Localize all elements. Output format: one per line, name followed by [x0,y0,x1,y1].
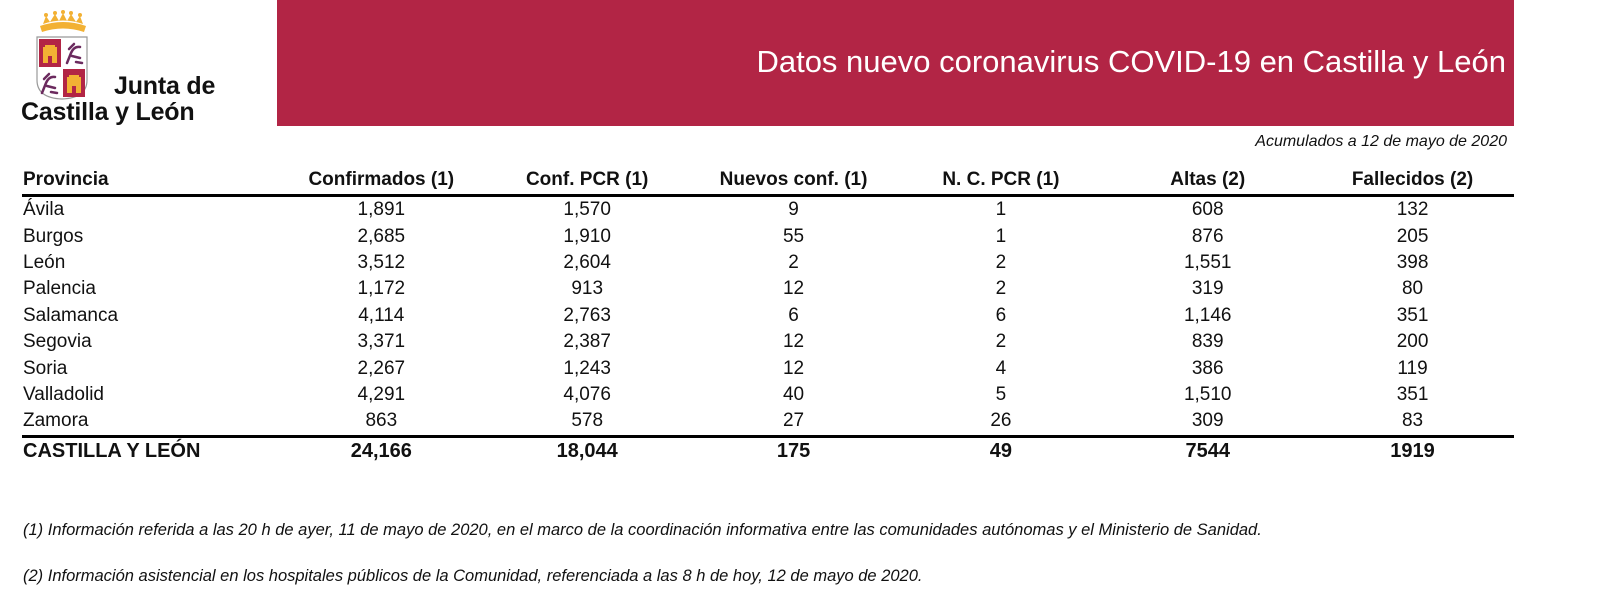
table-row [22,303,1514,329]
table-row [22,250,1514,276]
cell-nc-pcr: 4 [995,357,1007,379]
cell-nuevos-conf: 12 [782,357,805,379]
cell-nuevos-conf: 12 [782,331,805,353]
cell-provincia: Zamora [23,410,89,432]
column-header-conf-pcr: Conf. PCR (1) [525,169,649,190]
column-header-nuevos-conf: Nuevos conf. (1) [719,169,868,190]
coat-of-arms-icon [36,36,88,100]
cell-nc-pcr: 1 [995,225,1007,247]
cell-nc-pcr: 26 [990,410,1012,432]
cell-total-altas: 7544 [1185,440,1230,463]
cell-fallecidos: 398 [1396,251,1429,273]
column-header-fallecidos: Fallecidos (2) [1351,169,1474,190]
cell-fallecidos: 132 [1396,199,1429,221]
cell-total-fallecidos: 1919 [1390,440,1435,463]
cell-total-label: CASTILLA Y LEÓN [23,440,201,463]
cell-provincia: Segovia [23,331,92,353]
table-row [22,382,1514,408]
cell-nc-pcr: 6 [995,304,1007,326]
cell-nuevos-conf: 27 [782,410,805,432]
cell-fallecidos: 80 [1401,278,1424,300]
cell-fallecidos: 351 [1396,383,1429,405]
cell-confirmados: 1,891 [357,199,406,221]
cell-conf-pcr: 1,910 [563,225,611,247]
cell-total-confirmados: 24,166 [350,440,412,463]
cell-fallecidos: 119 [1397,357,1428,379]
cell-altas: 309 [1191,410,1224,432]
cell-fallecidos: 351 [1396,304,1429,326]
table-header-row [22,166,1514,196]
junta-logo [20,8,270,126]
cell-nc-pcr: 2 [995,251,1007,273]
cell-fallecidos: 200 [1396,331,1429,353]
logo-text-line1: Junta de [114,72,216,100]
cell-altas: 839 [1191,331,1224,353]
cell-fallecidos: 83 [1401,410,1424,432]
cell-confirmados: 3,371 [357,331,406,353]
cell-confirmados: 1,172 [357,278,406,300]
cell-altas: 386 [1191,357,1224,379]
cell-confirmados: 2,267 [357,357,406,379]
cell-altas: 1,510 [1183,383,1232,405]
cell-total-conf-pcr: 18,044 [556,440,618,463]
cell-confirmados: 4,114 [358,304,405,326]
cell-conf-pcr: 2,604 [563,251,611,273]
cell-provincia: Salamanca [23,304,119,326]
cell-provincia: Burgos [23,225,84,247]
cell-conf-pcr: 2,763 [563,304,611,326]
cell-nuevos-conf: 6 [788,304,799,326]
column-header-altas: Altas (2) [1170,169,1246,190]
cell-altas: 876 [1191,225,1224,247]
table-row [22,223,1514,249]
footnote-1: (1) Información referida a las 20 h de ayer, 11 de mayo de 2020, en el marco de la coordinación informativa entre las comunidades autónomas y el Ministerio de Sanidad. [23,521,1262,539]
cell-nuevos-conf: 40 [782,383,805,405]
table-row [22,329,1514,355]
header-banner [277,0,1514,126]
cell-nc-pcr: 2 [995,331,1007,353]
column-header-nc-pcr: N. C. PCR (1) [942,169,1060,190]
cell-altas: 1,551 [1183,251,1232,273]
cell-nuevos-conf: 2 [788,251,799,273]
cell-altas: 1,146 [1183,304,1232,326]
date-subtitle: Acumulados a 12 de mayo de 2020 [1255,133,1507,150]
table-total-row [22,436,1514,466]
cell-conf-pcr: 1,570 [563,199,611,221]
column-header-provincia: Provincia [23,169,109,190]
cell-provincia: León [23,251,66,273]
cell-total-nc-pcr: 49 [989,440,1013,463]
cell-provincia: Palencia [23,278,96,300]
cell-conf-pcr: 4,076 [563,383,611,405]
cell-conf-pcr: 1,243 [563,357,611,379]
crown-icon [37,10,89,34]
footnote-2: (2) Información asistencial en los hospitales públicos de la Comunidad, referenciada a las 8 h de hoy, 12 de mayo de 2020. [23,567,923,585]
cell-fallecidos: 205 [1396,225,1429,247]
cell-nc-pcr: 1 [995,199,1007,221]
cell-confirmados: 4,291 [357,383,406,405]
cell-confirmados: 3,512 [357,251,406,273]
table-row [22,196,1514,224]
cell-nuevos-conf: 12 [782,278,805,300]
cell-conf-pcr: 913 [571,278,604,300]
cell-nc-pcr: 5 [995,383,1007,405]
table-row [22,276,1514,302]
cell-nuevos-conf: 9 [788,199,799,221]
cell-altas: 319 [1191,278,1224,300]
covid-data-table [22,166,1514,466]
logo-text-line2: Castilla y León [21,98,195,126]
cell-nuevos-conf: 55 [782,225,805,247]
column-header-confirmados: Confirmados (1) [308,169,455,190]
cell-provincia: Valladolid [23,383,104,405]
cell-conf-pcr: 578 [571,410,604,432]
cell-confirmados: 2,685 [357,225,406,247]
cell-conf-pcr: 2,387 [563,331,611,353]
table-row [22,355,1514,381]
cell-provincia: Ávila [23,199,65,221]
page-title: Datos nuevo coronavirus COVID-19 en Castilla y León [756,44,1506,79]
cell-provincia: Soria [23,357,68,379]
cell-nc-pcr: 2 [995,278,1007,300]
table-row [22,408,1514,436]
cell-total-nuevos-conf: 175 [776,440,811,463]
cell-confirmados: 863 [365,410,398,432]
cell-altas: 608 [1191,199,1224,221]
